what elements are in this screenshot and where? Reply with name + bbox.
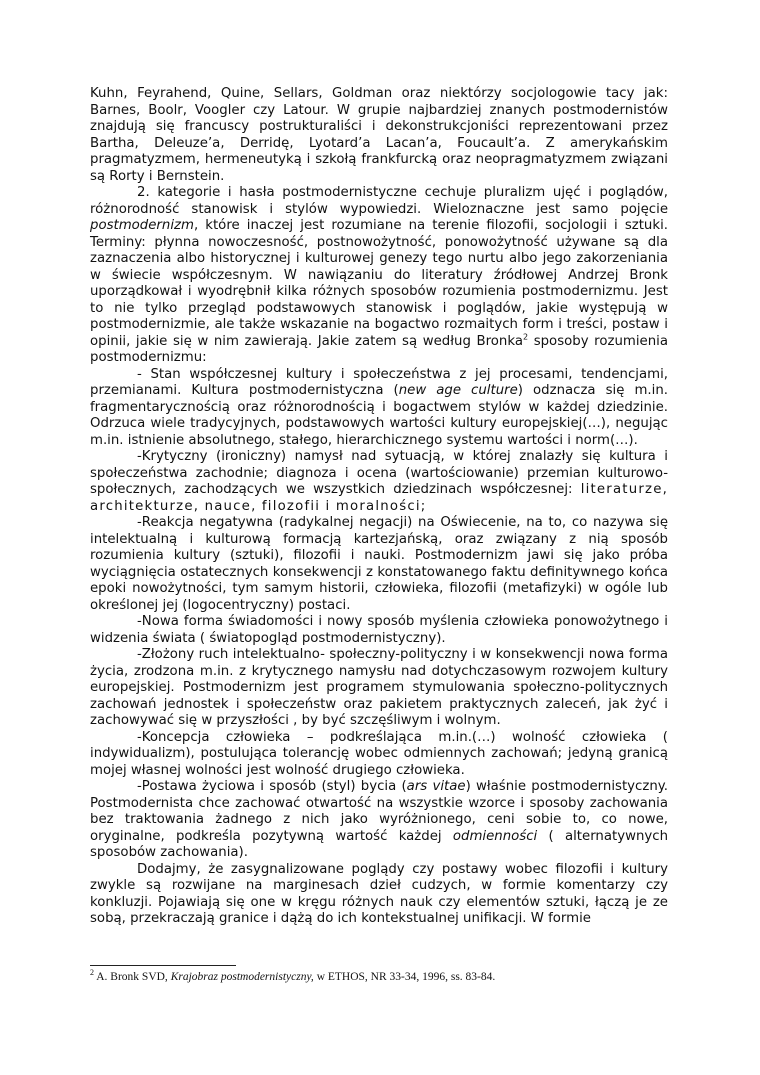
text-segment: -Złożony ruch intelektualno- społeczny-polityczny i w konsekwencji nowa forma życia, zrodzona m.in. z krytycznego namysłu nad dotychczasowym rozwojem kultury europejskiej. Postmodernizm jest programem stymulowania społeczno-politycznych zachowań jednostek i społeczeństw oraz pakietem praktycznych zaleceń, jak żyć i zachowywać się w przyszłości , by być szczęśliwym i wolnym. xyxy=(90,647,668,728)
text-segment: sposoby rozumienia postmodernizmu: xyxy=(90,333,668,365)
paragraph-4 xyxy=(90,449,668,515)
footnote xyxy=(90,970,668,984)
paragraph-2 xyxy=(90,185,668,367)
text-segment: -Nowa forma świadomości i nowy sposób myślenia człowieka ponowożytnego i widzenia świata ( światopogląd postmodernistyczny). xyxy=(90,614,668,646)
text-segment: ) właśnie postmodernistyczny. Postmodernista chce zachować otwartość na wszystkie wzorce i sposoby zachowania bez traktowania żadnego z nich jako wyróżnionego, ceni sobie to, co nowe, oryginalne, podkreśla pozytywną wartość każdej xyxy=(90,779,668,844)
text-segment: ) odznacza się m.in. fragmentarycznością oraz różnorodnością i bogactwem stylów w każdej dziedzinie. Odrzuca wiele tradycyjnych, podstawowych wartości kultury europejskiej(…), negując m.in. istnienie absolutnego, stałego, hierarchicznego systemu wartości i norm(…). xyxy=(90,383,668,448)
italic-text: ars vitae xyxy=(406,779,466,794)
paragraph-1 xyxy=(90,86,668,185)
text-segment: -Koncepcja człowieka – podkreślająca m.in.(…) wolność człowieka ( indywidualizm), postulująca tolerancję wobec odmiennych zachowań; jedyną granicą mojej własnej wolności jest wolność drugiego człowieka. xyxy=(90,729,668,778)
footnote-reference: 2 xyxy=(522,332,529,342)
body-text xyxy=(90,86,668,928)
italic-text: odmienności xyxy=(452,828,538,844)
text-segment: -Reakcja negatywna (radykalnej negacji) na Oświecenie, na to, co nazywa się intelektualną i kulturową formacją kartezjańską, oraz związany z nią sposób rozumienia kultury (sztuki), filozofii i nauki. Postmodernizm jawi się jako próba wyciągnięcia ostatecznych konsekwencji z konstatowanego faktu definitywnego końca epoki nowożytności, tym samym historii, człowieka, filozofii (metafizyki) w ogóle lub określonej jej (logocentryczny) postaci. xyxy=(90,515,668,613)
paragraph-9 xyxy=(90,779,668,862)
paragraph-8 xyxy=(90,730,668,780)
paragraph-5 xyxy=(90,515,668,614)
text-segment: -Postawa życiowa i sposób (styl) bycia ( xyxy=(137,779,407,794)
footnote-title: Krajobraz postmodernistyczny, xyxy=(170,971,314,983)
paragraph-7 xyxy=(90,647,668,730)
text-segment: ( alternatywnych sposobów zachowania). xyxy=(90,828,668,860)
text-segment: Dodajmy, że zasygnalizowane poglądy czy postawy wobec filozofii i kultury zwykle są rozwijane na marginesach dzieł cudzych, w formie komentarzy czy konkluzji. Pojawiają się one w kręgu różnych nauk czy elementów sztuki, łączą je ze sobą, przekraczają granice i dążą do ich kontekstualnej unifikacji. W formie xyxy=(90,861,668,926)
text-segment: -Krytyczny (ironiczny) namysł nad sytuacją, w której znalazły się kultura i społeczeństwa zachodnie; diagnoza i ocena (wartościowanie) przemian kulturowo-społecznych, zachodzących we wszystkich dziedzinach współczesnej: xyxy=(90,449,668,497)
text-segment: , które inaczej jest rozumiane na terenie filozofii, socjologii i sztuki. Terminy: płynna nowoczesność, postnowożytność, ponowożytność używane są dla zaznaczenia albo historycznej i kulturowej genezy tego nurtu albo jego zakorzeniania w świecie współczesnym. W nawiązaniu do literatury źródłowej Andrzej Bronk uporządkował i wyodrębnił kilka różnych sposobów rozumienia postmodernizmu. Jest to nie tylko przegląd podstawowych stanowisk i poglądów, jakie występują w postmodernizmie, ale także wskazanie na bogactwo rozmaitych form i treści, postaw i opinii, jakie się w nim zawierają. Jakie zatem są według Bronka xyxy=(90,218,668,349)
footnote-marker: 2 xyxy=(90,968,94,978)
italic-text: new age culture xyxy=(398,383,518,398)
paragraph-10 xyxy=(90,862,668,928)
paragraph-3 xyxy=(90,367,668,450)
text-segment: - Stan współczesnej kultury i społeczeństwa z jej procesami, tendencjami, przemianami. Kultura postmodernistyczna ( xyxy=(90,366,668,398)
italic-text: postmodernizm xyxy=(90,218,194,233)
text-segment: literaturze, architekturze, nauce, filozofii i moralności; xyxy=(90,482,668,514)
text-segment: Kuhn, Feyrahend, Quine, Sellars, Goldman oraz niektórzy socjologowie tacy jak: Barnes, Boolr, Voogler czy Latour. W grupie najbardziej znanych postmodernistów znajdują się francuscy postrukturaliści i dekonstrukcjoniści reprezentowani przez Bartha, Deleuze’a, Derridę, Lyotard’a Lacan’a, Foucault’a. Z amerykańskim pragmatyzmem, hermeneutyką i szkołą frankfurcką oraz neopragmatyzmem związani są Rorty i Bernstein. xyxy=(90,86,668,184)
text-segment: 2. kategorie i hasła postmodernistyczne cechuje pluralizm ujęć i poglądów, różnorodność stanowisk i stylów wypowiedzi. Wieloznaczne jest samo pojęcie xyxy=(90,185,668,217)
footnote-source: w ETHOS, NR 33-34, 1996, ss. 83-84. xyxy=(313,971,496,983)
footnote-author: A. Bronk SVD, xyxy=(94,971,171,983)
footnote-separator xyxy=(90,965,236,966)
paragraph-6 xyxy=(90,614,668,647)
